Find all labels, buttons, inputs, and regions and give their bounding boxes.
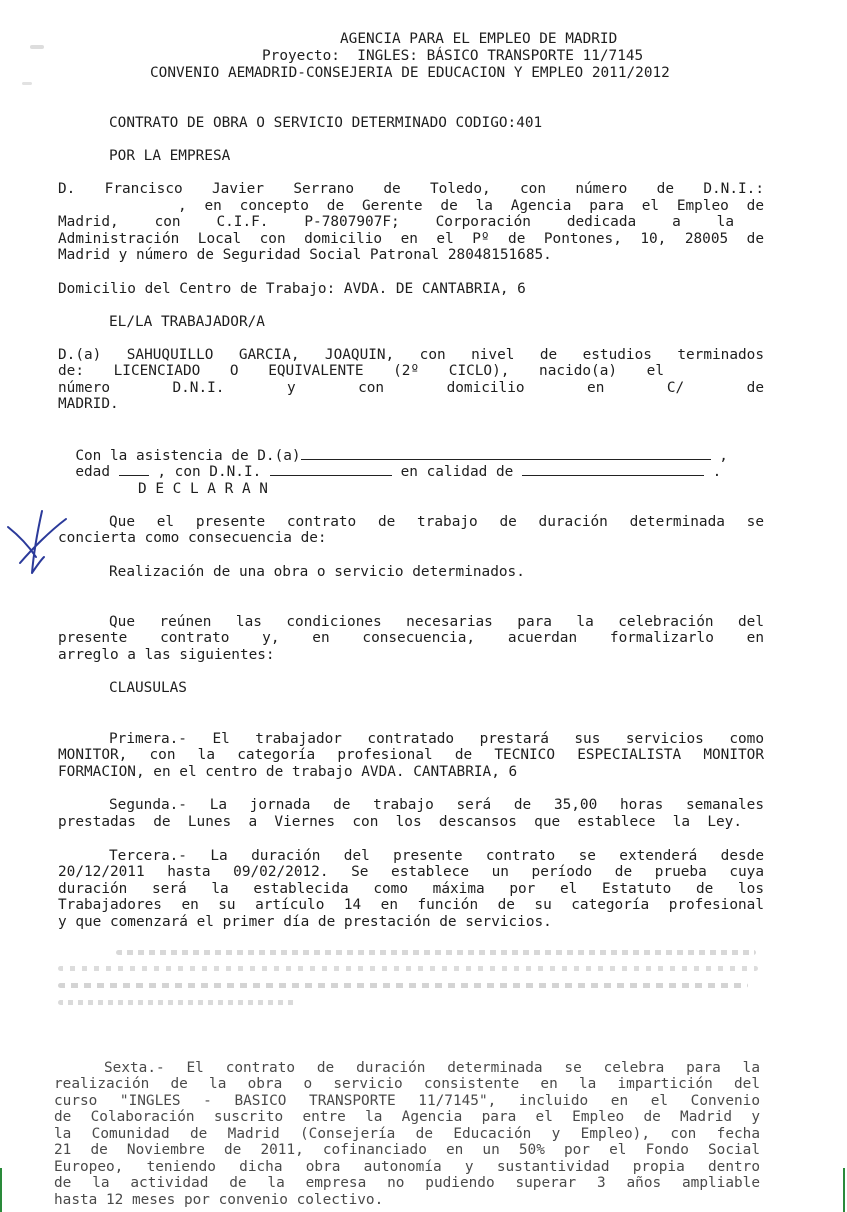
worker-heading: EL/LA TRABAJADOR/A <box>109 314 265 330</box>
company-line-4: Administración Local con domicilio en el Pº de Pontones, 10, 28005 de <box>58 231 764 247</box>
clause-sexta-line-5: la Comunidad de Madrid (Consejería de Educación y Empleo), con fecha <box>54 1126 760 1142</box>
clause-sexta-line-7: Europeo, teniendo dicha obra autonomía y sustantividad propia dentro <box>54 1159 760 1175</box>
worker-line-4: MADRID. <box>58 396 119 412</box>
worker-line-1: D.(a) SAHUQUILLO GARCIA, JOAQUIN, con nivel de estudios terminados <box>58 347 764 363</box>
declare-heading: D E C L A R A N <box>138 481 268 497</box>
clause-tercera-line-5: y que comenzará el primer día de prestación de servicios. <box>58 914 552 930</box>
clause-sexta-line-2: realización de la obra o servicio consistente en la impartición del <box>54 1076 760 1092</box>
company-line-3: Madrid, con C.I.F. P-7807907F; Corporación dedicada a la <box>58 214 734 230</box>
declaration-p1-line-1: Que el presente contrato de trabajo de duración determinada se <box>109 514 764 530</box>
agency-title: AGENCIA PARA EL EMPLEO DE MADRID <box>340 31 618 47</box>
assistance-label: Con la asistencia de D.(a) <box>75 448 301 464</box>
clause-tercera-line-1: Tercera.- La duración del presente contrato se extenderá desde <box>109 848 764 864</box>
scan-edge-right <box>843 1168 845 1212</box>
workplace-address: Domicilio del Centro de Trabajo: AVDA. DE CANTABRIA, 6 <box>58 281 526 297</box>
assistance-comma: , <box>719 448 728 464</box>
clause-segunda-line-2: prestadas de Lunes a Viernes con los descansos que establece la Ley. <box>58 814 742 830</box>
faded-text-line <box>58 1000 298 1005</box>
faded-text-line <box>116 950 756 955</box>
clause-tercera-line-2: 20/12/2011 hasta 09/02/2012. Se establece un período de prueba cuya <box>58 864 764 880</box>
assistance-period: . <box>712 464 722 480</box>
scan-speck <box>22 82 32 85</box>
clause-sexta-line-3: curso "INGLES - BASICO TRANSPORTE 11/7145", incluido en el Convenio <box>54 1093 760 1109</box>
dni-label: , con D.N.I. <box>157 464 262 480</box>
clauses-heading: CLAUSULAS <box>109 680 187 696</box>
clause-sexta-line-9: hasta 12 meses por convenio colectivo. <box>54 1192 384 1208</box>
company-line-5: Madrid y número de Seguridad Social Patronal 28048151685. <box>58 247 552 263</box>
faded-text-line <box>58 966 758 971</box>
dni-blank <box>270 463 392 476</box>
clause-sexta-line-1: Sexta.- El contrato de duración determinada se celebra para la <box>104 1060 760 1076</box>
clause-primera-line-1: Primera.- El trabajador contratado prestará sus servicios como <box>109 731 764 747</box>
age-label: edad <box>75 464 110 480</box>
worker-line-2: de: LICENCIADO O EQUIVALENTE (2º CICLO), nacido(a) el <box>58 363 664 379</box>
age-blank <box>119 463 149 476</box>
clause-tercera-line-3: duración será la establecida como máxima por el Estatuto de los <box>58 881 764 897</box>
worker-line-3: número D.N.I. y con domicilio en C/ de <box>58 380 764 396</box>
clause-sexta-line-6: 21 de Noviembre de 2011, cofinanciado en un 50% por el Fondo Social <box>54 1142 760 1158</box>
scan-edge-left <box>0 1168 2 1212</box>
declaration-p3-line-1: Que reúnen las condiciones necesarias para la celebración del <box>109 614 764 630</box>
declaration-p2: Realización de una obra o servicio determinados. <box>109 564 525 580</box>
clause-sexta-line-4: de Colaboración suscrito entre la Agencia para el Empleo de Madrid y <box>54 1109 760 1125</box>
declaration-p1-line-2: concierta como consecuencia de: <box>58 530 327 546</box>
company-line-1: D. Francisco Javier Serrano de Toledo, con número de D.N.I.: <box>58 181 764 197</box>
declaration-p3-line-3: arreglo a las siguientes: <box>58 647 275 663</box>
faded-text-line <box>58 983 748 988</box>
company-heading: POR LA EMPRESA <box>109 148 231 164</box>
clause-primera-line-3: FORMACION, en el centro de trabajo AVDA. CANTABRIA, 6 <box>58 764 518 780</box>
company-line-2: , en concepto de Gerente de la Agencia para el Empleo de <box>178 198 764 214</box>
clause-tercera-line-4: Trabajadores en su artículo 14 en función de su categoría profesional <box>58 897 764 913</box>
illegible-clause-block <box>58 944 764 1014</box>
declaration-p3-line-2: presente contrato y, en consecuencia, acuerdan formalizarlo en <box>58 630 764 646</box>
capacity-blank <box>522 463 704 476</box>
clause-sexta-line-8: de la actividad de la empresa no pudiendo superar 3 años ampliable <box>54 1175 760 1191</box>
capacity-label: en calidad de <box>400 464 514 480</box>
project-line: Proyecto: INGLES: BÁSICO TRANSPORTE 11/7145 <box>262 48 644 64</box>
assistance-line-2 <box>58 446 721 481</box>
agreement-line: CONVENIO AEMADRID-CONSEJERIA DE EDUCACION Y EMPLEO 2011/2012 <box>150 65 670 81</box>
clause-segunda-line-1: Segunda.- La jornada de trabajo será de 35,00 horas semanales <box>109 797 764 813</box>
contract-title: CONTRATO DE OBRA O SERVICIO DETERMINADO CODIGO:401 <box>109 115 543 131</box>
clause-primera-line-2: MONITOR, con la categoría profesional de TECNICO ESPECIALISTA MONITOR <box>58 747 764 763</box>
scan-speck <box>30 45 44 49</box>
